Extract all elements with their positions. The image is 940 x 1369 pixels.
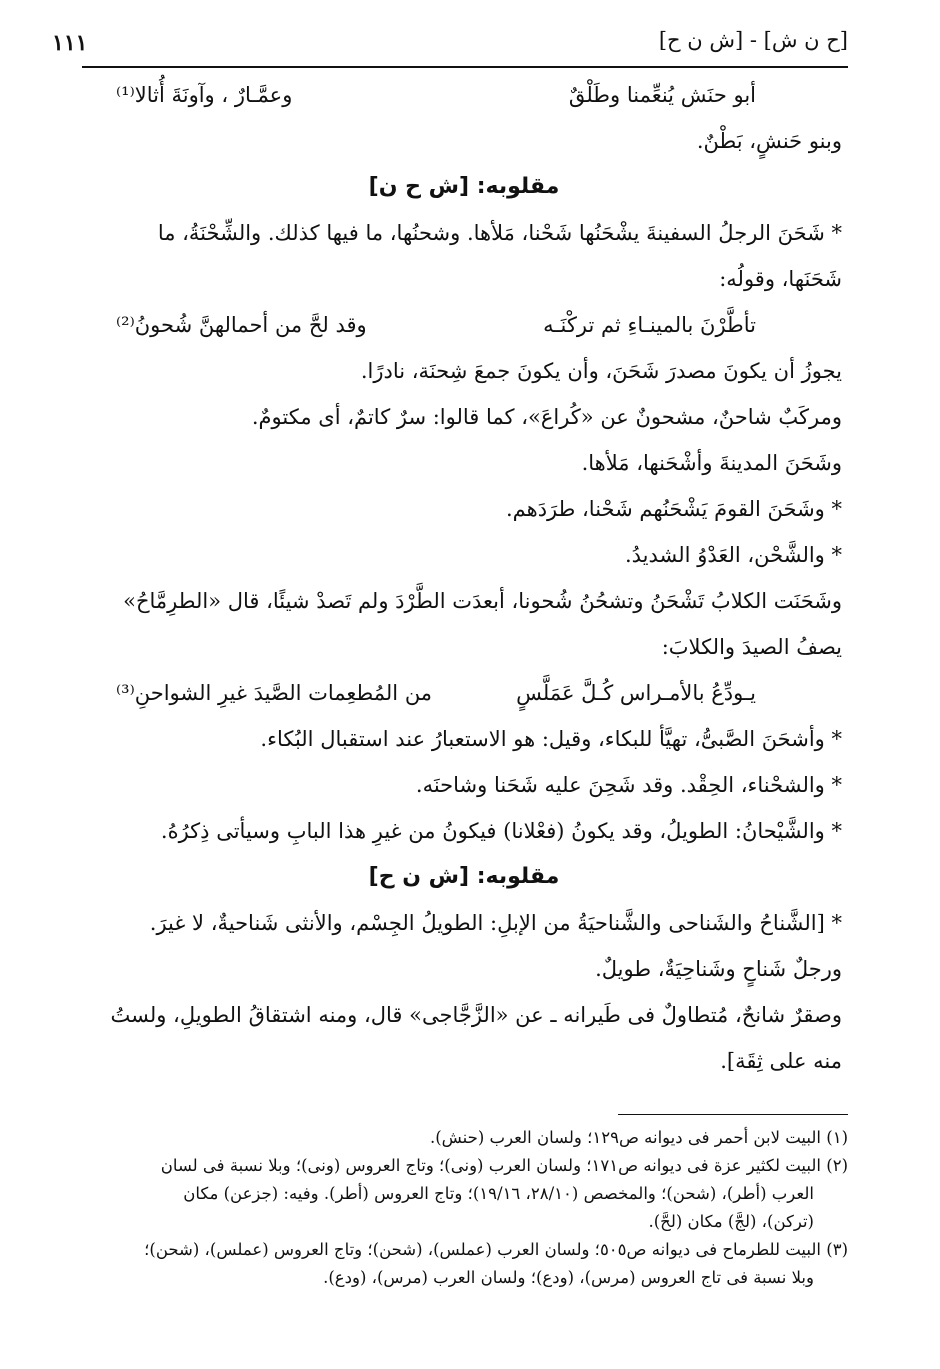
text-line: * وأشحَنَ الصَّبىُّ، تهيَّأ للبكاء، وقيل: هو الاستعبارُ عند استقبال البُكاء. [260, 727, 842, 751]
text-line: وبنو حَنشٍ، بَطْنٌ. [696, 129, 842, 153]
footnote: (١) البيت لابن أحمر فى ديوانه ص١٢٩؛ ولسان العرب (حنش). [429, 1128, 848, 1147]
footnote: (٢) البيت لكثير عزة فى ديوانه ص١٧١؛ ولسان العرب (ونى)؛ وتاج العروس (ونى)؛ وبلا نسبة فى لسان [160, 1156, 848, 1175]
header-rule [82, 66, 848, 68]
running-head: [ح ن ش] - [ش ن ح] [658, 28, 848, 52]
text-line: * وشَحَنَ القومَ يَشْحَنُهم شَحْنا، طرَدَهم. [505, 497, 842, 521]
footnote-continuation: (تركن)، (لجَّ) مكان (لحَّ). [648, 1212, 814, 1231]
section-heading: مقلوبه: [ش ح ن] [368, 174, 560, 199]
verse-first-hemistich: تأطَّرْنَ بالمينـاءِ ثم تركْنَـه [543, 313, 756, 337]
verse-second-hemistich: وقد لحَّ من أحمالهنَّ شُحونُ⁽²⁾ [116, 313, 367, 337]
text-line: ومركَبٌ شاحنٌ، مشحونٌ عن «كُراعَ»، كما قالوا: سرٌ كاتمٌ، أى مكتومٌ. [251, 405, 842, 429]
footnote-rule [618, 1114, 848, 1115]
main-text [80, 72, 848, 1084]
verse-first-hemistich: أبو حنَش يُنعِّمنا وطَلْقٌ [568, 83, 756, 107]
text-line: ورجلٌ شَناحٍ وشَناحِيَةٌ، طويلٌ. [595, 957, 842, 981]
text-line: وشَحَنَت الكلابُ تَشْحَنُ وتشحُنُ شُحونا، أبعدَت الطَّرْدَ ولم تَصدْ شيئًا، قال «الطرِمَّاحُ» [123, 589, 842, 613]
verse-second-hemistich: من المُطعِمات الصَّيدَ غيرِ الشواحنِ⁽³⁾ [116, 681, 433, 705]
verse-second-hemistich: وعمَّـارٌ ، وآونَةَ أُثالا⁽¹⁾ [116, 83, 293, 107]
verse-line [80, 72, 848, 118]
footnote-continuation: وبلا نسبة فى تاج العروس (مرس)، (ودع)؛ ولسان العرب (مرس)، (ودع). [323, 1268, 814, 1287]
verse-line [80, 670, 848, 716]
text-line: يصفُ الصيدَ والكلابَ: [661, 635, 842, 659]
footnote-continuation: العرب (أطر)، (شحن)؛ والمخصص (٢٨/١٠، ١٩/١٦)؛ وتاج العروس (أطر). وفيه: (جزعن) مكان [183, 1184, 814, 1203]
page-number: ١١١ [52, 30, 88, 56]
text-line: * والشحْناء، الحِقْد. وقد شَحِنَ عليه شَحَنا وشاحنَه. [415, 773, 842, 797]
verse-first-hemistich: يـودِّعُ بالأمـراس كُـلَّ عَمَلَّسٍ [516, 681, 756, 705]
verse-line [80, 302, 848, 348]
text-line: وشَحَنَ المدينةَ وأشْحَنها، مَلأها. [581, 451, 842, 475]
text-line: * والشَّيْحانُ: الطويلُ، وقد يكونُ (فعْلانا) فيكونُ من غيرِ هذا البابِ وسيأتى ذِكرُهُ. [160, 819, 842, 843]
text-line: * [الشَّناحُ والشَناحى والشَّناحيَةُ من الإبلِ: الطويلُ الجِسْم، والأنثى شَناحيةٌ، لا غيرَ. [149, 911, 842, 935]
text-line: * شَحَنَ الرجلُ السفينةَ يشْحَنُها شَحْنا، مَلأها. وشحنُها، ما فيها كذلك. والشِّحْنَةُ، ما [157, 221, 842, 245]
section-heading: مقلوبه: [ش ن ح] [368, 864, 560, 889]
footnotes [80, 1124, 848, 1292]
text-line: شَحَنَها، وقولُه: [719, 267, 842, 291]
text-line: يجوزُ أن يكونَ مصدرَ شَحَنَ، وأن يكونَ جمعَ شِحنَة، نادرًا. [360, 359, 842, 383]
text-line: منه على ثِقَة]. [720, 1049, 842, 1073]
footnote: (٣) البيت للطرماح فى ديوانه ص٥٠٥؛ ولسان العرب (عملس)، (شحن)؛ وتاج العروس (عملس)، (شحن)؛ [144, 1240, 848, 1259]
text-line: وصقرٌ شانحٌ، مُتطاولٌ فى طَيرانه ـ عن «الزَّجَّاجى» قال، ومنه اشتقاقُ الطويلِ، ولستُ [110, 1003, 842, 1027]
text-line: * والشَّحْن، العَدْوُ الشديدُ. [624, 543, 842, 567]
